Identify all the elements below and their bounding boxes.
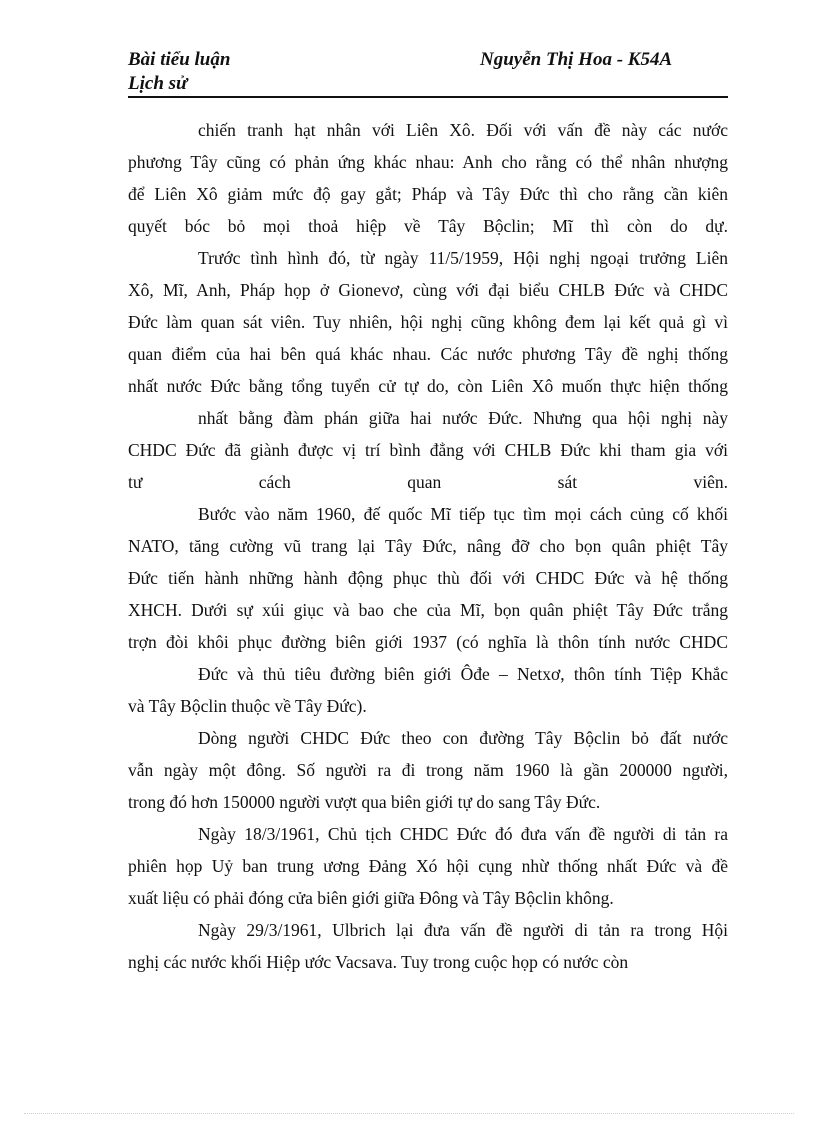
text-line: Dòng người CHDC Đức theo con đường Tây Bộclin bỏ đất nước	[198, 728, 728, 748]
text-line: Đức làm quan sát viên. Tuy nhiên, hội nghị cũng không đem lại kết quả gì vì	[128, 312, 728, 332]
header-subject-line2: Lịch sử	[128, 73, 188, 94]
text-line: quan điểm của hai bên quá khác nhau. Các nước phương Tây đề nghị thống	[128, 344, 728, 364]
text-line: và Tây Bộclin thuộc về Tây Đức).	[128, 696, 367, 716]
text-line: nhất nước Đức bằng tổng tuyển cử tự do, còn Liên Xô muốn thực hiện thống	[128, 376, 728, 396]
text-line: quyết bóc bỏ mọi thoả hiệp về Tây Bộclin; Mĩ thì còn do dự.	[128, 216, 728, 236]
text-line: nghị các nước khối Hiệp ước Vacsava. Tuy trong cuộc họp có nước còn	[128, 952, 629, 972]
header-rule	[128, 96, 728, 98]
text-line: phiên họp Uỷ ban trung ương Đảng Xó hội cụng nhừ thống nhất Đức và đề	[128, 856, 728, 876]
text-line: XHCH. Dưới sự xúi giục và bao che của Mĩ, bọn quân phiệt Tây Đức trắng	[128, 600, 728, 620]
text-line: nhất bằng đàm phán giữa hai nước Đức. Nhưng qua hội nghị này	[198, 408, 728, 428]
text-line: Đức và thủ tiêu đường biên giới Ôđe – Netxơ, thôn tính Tiệp Khắc	[198, 664, 728, 684]
text-line: trong đó hơn 150000 người vượt qua biên giới tự do sang Tây Đức.	[128, 792, 601, 812]
text-line: phương Tây cũng có phản ứng khác nhau: Anh cho rằng có thể nhân nhượng	[128, 152, 728, 172]
document-body	[128, 114, 728, 978]
text-line: Ngày 29/3/1961, Ulbrich lại đưa vấn đề người di tản ra trong Hội	[198, 920, 728, 940]
text-line: chiến tranh hạt nhân với Liên Xô. Đối với vấn đề này các nước	[198, 120, 728, 140]
text-line: Đức tiến hành những hành động phục thù đối với CHDC Đức và hệ thống	[128, 568, 728, 588]
text-line: để Liên Xô giảm mức độ gay gắt; Pháp và Tây Đức thì cho rằng cần kiên	[128, 184, 728, 204]
text-line: Trước tình hình đó, từ ngày 11/5/1959, Hội nghị ngoại trưởng Liên	[198, 248, 728, 268]
text-line: NATO, tăng cường vũ trang lại Tây Đức, nâng đỡ cho bọn quân phiệt Tây	[128, 536, 728, 556]
text-line: Ngày 18/3/1961, Chủ tịch CHDC Đức đó đưa vấn đề người di tản ra	[198, 824, 728, 844]
text-line: Xô, Mĩ, Anh, Pháp họp ở Gionevơ, cùng với đại biểu CHLB Đức và CHDC	[128, 280, 728, 300]
header-subject: Bài tiểu luận	[128, 49, 231, 70]
text-line: xuất liệu có phải đóng cửa biên giới giữa Đông và Tây Bộclin không.	[128, 888, 614, 908]
text-line: vẫn ngày một đông. Số người ra đi trong năm 1960 là gần 200000 người,	[128, 760, 728, 780]
text-line: tư cách quan sát viên.	[128, 472, 728, 492]
header-author: Nguyễn Thị Hoa - K54A	[480, 49, 673, 70]
text-line: trợn đòi khôi phục đường biên giới 1937 (có nghĩa là thôn tính nước CHDC	[128, 632, 728, 652]
page-bottom-border	[24, 1113, 794, 1114]
text-line: CHDC Đức đã giành được vị trí bình đẳng với CHLB Đức khi tham gia với	[128, 440, 728, 460]
text-line: Bước vào năm 1960, đế quốc Mĩ tiếp tục tìm mọi cách củng cố khối	[198, 504, 728, 524]
